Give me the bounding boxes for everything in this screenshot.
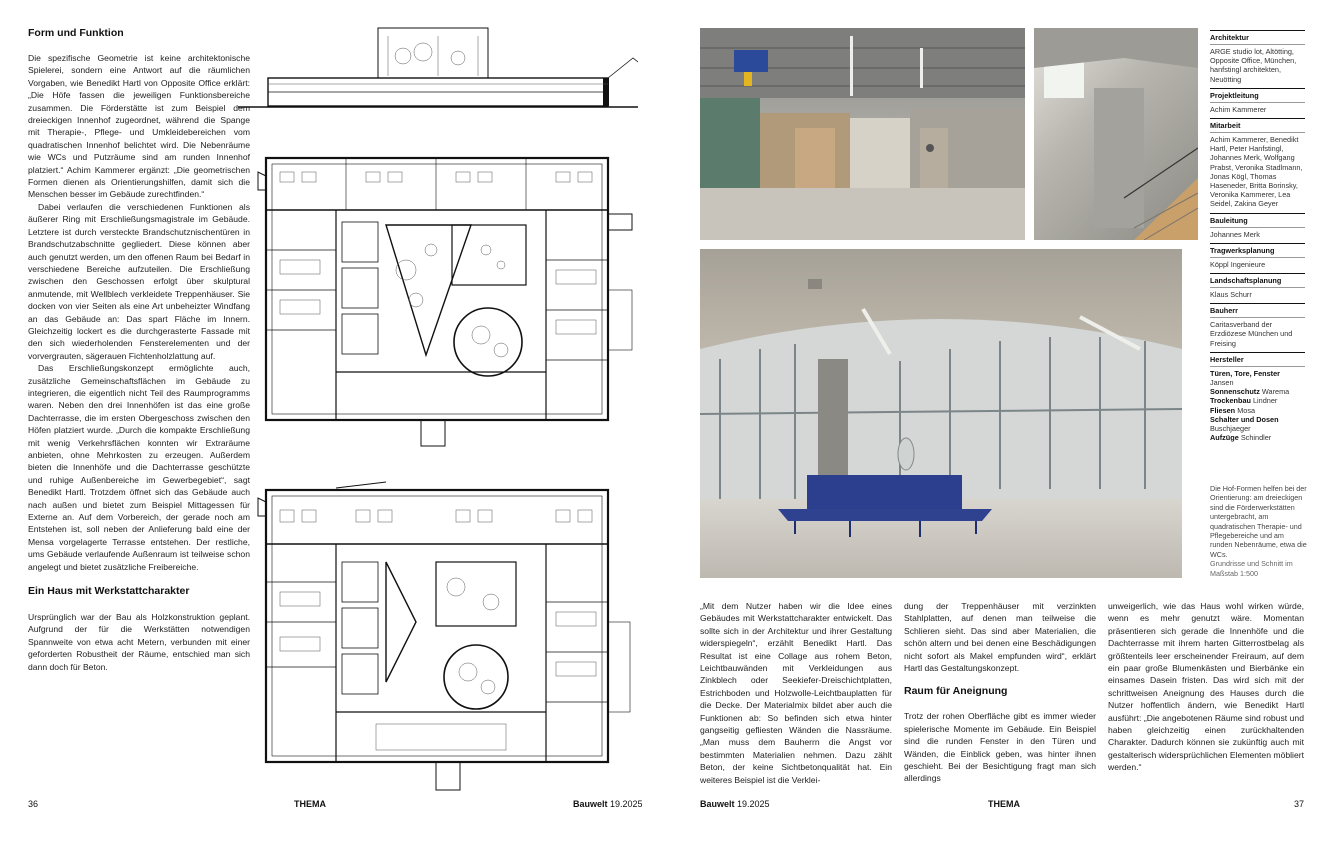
- credit-heading: Bauleitung: [1210, 213, 1305, 225]
- right-column-3: [1108, 600, 1304, 774]
- manufacturer-name: Lindner: [1253, 396, 1278, 406]
- floor-plan-ground: [256, 150, 644, 460]
- footer-magazine-left: [573, 799, 643, 809]
- credit-body: Johannes Merk: [1210, 227, 1305, 239]
- credits-sidebar: [1210, 30, 1305, 446]
- credit-body: Achim Kammerer: [1210, 102, 1305, 114]
- left-body-2: [28, 611, 250, 673]
- manufacturer-category: Aufzüge: [1210, 433, 1239, 443]
- photo-stairwell: [1034, 28, 1198, 240]
- footer-magazine-right: [700, 799, 770, 809]
- figure-caption: [1210, 484, 1308, 578]
- paragraph: Die spezifische Geometrie ist keine architektonische Spielerei, sondern eine Antwort auf die räumlichen Vorgaben, wie Benedikt Hartl von Opposite Office erklärt: „Die Höfe fassen die jeweiligen Funktionsbereiche zusammen. Die Förderstätte ist zum Beispiel dem dreieckigen Innenhof zugeordnet, während die Spange mit Therapie-, Pflege- und Umkleidebereichen vom quadratischen Innenhof belichtet wird. Die Nebenräume wie WCs und Putzräume sind am runden Innenhof platziert.“ Achim Kammerer ergänzt: „Die geometrischen Formen dienen als Orientierungshilfen, damit sich die Menschen besser im Gebäude zurechtfinden.“: [28, 53, 250, 200]
- right-column-2: [904, 600, 1096, 785]
- heading-form-und-funktion: Form und Funktion: [28, 27, 124, 39]
- manufacturer-item: [1210, 433, 1305, 442]
- manufacturer-item: [1210, 369, 1305, 387]
- footer-section-left: THEMA: [294, 799, 326, 809]
- credits-list: [1210, 30, 1305, 348]
- credit-body: Köppl Ingenieure: [1210, 257, 1305, 269]
- credit-heading: Tragwerksplanung: [1210, 243, 1305, 255]
- credit-heading: Projektleitung: [1210, 88, 1305, 100]
- manufacturer-category: Schalter und Dosen: [1210, 414, 1279, 424]
- manufacturer-category: Türen, Tore, Fenster: [1210, 368, 1281, 378]
- credit-heading: Bauherr: [1210, 303, 1305, 315]
- left-text-column: [28, 27, 250, 673]
- credit-heading: Hersteller: [1210, 352, 1305, 364]
- right-column-1: [700, 600, 892, 786]
- heading-raum-fuer-aneignung: Raum für Aneignung: [904, 685, 1008, 698]
- manufacturer-name: Jansen: [1210, 378, 1234, 388]
- footer-section-right: THEMA: [988, 799, 1020, 809]
- paragraph: unweigerlich, wie das Haus wohl wirken würde, wenn es mehr genutzt wäre. Momentan präsentieren sich gerade die Innenhöfe und die Dachterrasse mit ihrem harten Gitterrostbelag als größtenteils leer erscheinender Freiraum, auf dem ein paar große Blumenkästen und Bierbänke ein einsames Dasein fristen. Das wird sich mit der schrittweisen Aneignung des Hauses durch die Nutzer hoffentlich ändern, wie Benedikt Hartl ausführt: „Die angebotenen Räume sind robust und haben gleichzeitig einen zurückhaltenden Charakter. Dadurch können sie zukünftig auch mit gestalterisch widersprüchlichen Elementen möbliert werden.“: [1108, 601, 1304, 773]
- manufacturer-item: [1210, 387, 1305, 396]
- manufacturer-name: Warema: [1261, 387, 1290, 397]
- paragraph: Das Erschließungskonzept ermöglichte auch, zusätzliche Gemeinschaftsflächen im Gebäude zu integrieren, die eigentlich nicht Teil des Raumprogramms waren. Neben den drei Innenhöfen ist das eine große Dachterrasse, die im ersten Obergeschoss zwischen den Höfen platziert wurde. „Durch die kompakte Erschließung mit wenig Verkehrsflächen konnten wir Extraräume anbieten, ohne Mehrkosten zu erzeugen. Außerdem bieten die Innenhöfe und die Dachterrasse geschützte und ruhige Außenbereiche im Gewerbegebiet“, sagt Benedikt Hartl. Trotzdem öffnet sich das Gebäude auch nach außen und bietet zum Beispiel Mittagessen für Externe an. Auf dem Vorbereich, der gerade noch am Entstehen ist, soll neben der Anlieferung bald eine der Mensa vorgelagerte Terrasse entstehen. Der restliche, ums Gebäude verlaufende Außenraum ist teilweise schon angelegt und bietet zusätzliche Freibereiche.: [28, 363, 250, 572]
- magazine-name: Bauwelt: [700, 799, 735, 809]
- magazine-name: Bauwelt: [573, 799, 608, 809]
- footer-page-number-right: 37: [1294, 799, 1305, 809]
- heading-werkstattcharakter: Ein Haus mit Werkstattcharakter: [28, 585, 190, 598]
- credit-body: Klaus Schurr: [1210, 287, 1305, 299]
- section-drawing: [238, 26, 638, 110]
- credit-heading: Architektur: [1210, 30, 1305, 42]
- paragraph: Ursprünglich war der Bau als Holzkonstruktion geplant. Aufgrund der für die Werkstätten notwendigen Spannweite von etwa acht Metern, verbunden mit einer geforderten Robustheit der Räume, entschied man sich dann doch für Beton.: [28, 612, 250, 672]
- caption-text: Die Hof-Formen helfen bei der Orientierung: am dreieckigen sind die Förderwerkstätten untergebracht, am quadratischen Therapie- und Pflegebereiche und am runden Nebenräume, etwa die WCs.: [1210, 484, 1307, 559]
- paragraph: Dabei verlaufen die verschiedenen Funktionen als äußerer Ring mit Erschließungsmagistrale im Gebäude. Letztere ist durch versteckte Brandschutznischentüren in Brandschutzabschnitte gegliedert. Diese können aber auch genutzt werden, um den offenen Raum bei Bedarf in verschiedene Bereiche aufzuteilen. Die Erschließung zwischen den Geschossen erfolgt über skulptural anmutende, mit Wellblech verkleidete Treppenhäuser. Sie docken von vier Seiten als eine Art unbeheizter Windfang an das Gebäude an: Das spart Fläche im Innern. Gleichzeitig lockert es die durchgerasterte Fassade mit den sich wiederholenden Fensterelementen und der vorvergrauten, sägerauen Fichtenholzlattung auf.: [28, 201, 250, 361]
- manufacturer-list: [1210, 366, 1305, 443]
- credit-body: ARGE studio lot, Altötting, Opposite Office, München, hanfstingl architekten, Neuötting: [1210, 44, 1305, 84]
- paragraph: „Mit dem Nutzer haben wir die Idee eines Gebäudes mit Werkstattcharakter entwickelt. Das sollte sich in der Architektur und ihrer Gestaltung widerspiegeln“, erzählt Benedikt Hartl. Das Resultat ist eine Collage aus rohem Beton, Leichtbauwänden mit Verkleidungen aus Zinkblech oder Seekiefer-Dreischichtplatten, Estrichboden und Holzwolle-Leichtbauplatten für die Decke. Der Materialmix bildet aber auch die Funktionen ab: So befinden sich etwa hinter gangseitig gefliesten Wänden die Nassräume. „Man muss dem Bauherrn die Angst vor bestimmten Materialien nehmen. Dazu zählt Beton, der keine Sichtbetonqualität hat. Ein weiteres Beispiel ist die Verklei-: [700, 601, 892, 785]
- credit-heading: Mitarbeit: [1210, 118, 1305, 130]
- credit-heading: Landschaftsplanung: [1210, 273, 1305, 285]
- caption-scale: Grundrisse und Schnitt im Maßstab 1:500: [1210, 559, 1293, 578]
- issue-number: 19.2025: [737, 799, 770, 809]
- credit-body: Achim Kammerer, Benedikt Hartl, Peter Hanfstingl, Johannes Merk, Wolfgang Prabst, Veronika Stadlmann, Jonas Kögl, Thomas Haseneder, Britta Borinsky, Veronika Kammerer, Lea Seidel, Zakina Geyer: [1210, 132, 1305, 209]
- footer-page-number-left: 36: [28, 799, 39, 809]
- manufacturer-name: Buschjaeger: [1210, 424, 1251, 434]
- manufacturer-name: Schindler: [1240, 433, 1272, 443]
- credit-body: Caritasverband der Erzdiözese München und Freising: [1210, 317, 1305, 348]
- paragraph: Trotz der rohen Oberfläche gibt es immer wieder spielerische Momente im Gebäude. Ein Beispiel sind die runden Fenster in den Türen und Wänden, die Einblick geben, was hinter ihnen geschieht. Bei der Besichtigung fragt man sich allerdings: [904, 711, 1096, 784]
- manufacturer-item: [1210, 396, 1305, 405]
- paragraph: dung der Treppenhäuser mit verzinkten Stahlplatten, auf denen man teilweise die Schlieren sieht. Das sind aber Materialien, die schön altern und bei denen eine Beschädigungen nicht sofort als Makel empfunden wird“, erklärt Hartl das Gestaltungskonzept.: [904, 601, 1096, 674]
- issue-number: 19.2025: [610, 799, 643, 809]
- manufacturer-name: Mosa: [1237, 405, 1256, 415]
- manufacturer-category: Trockenbau: [1210, 396, 1251, 406]
- left-body: [28, 52, 250, 573]
- floor-plan-upper: [256, 472, 644, 792]
- manufacturer-category: Sonnenschutz: [1210, 387, 1260, 397]
- credits-manufacturers: [1210, 352, 1305, 443]
- manufacturer-item: [1210, 415, 1305, 433]
- photo-round-hall: [700, 249, 1182, 578]
- manufacturer-item: [1210, 406, 1305, 415]
- manufacturer-category: Fliesen: [1210, 405, 1236, 415]
- photo-interior-corridor: [700, 28, 1025, 240]
